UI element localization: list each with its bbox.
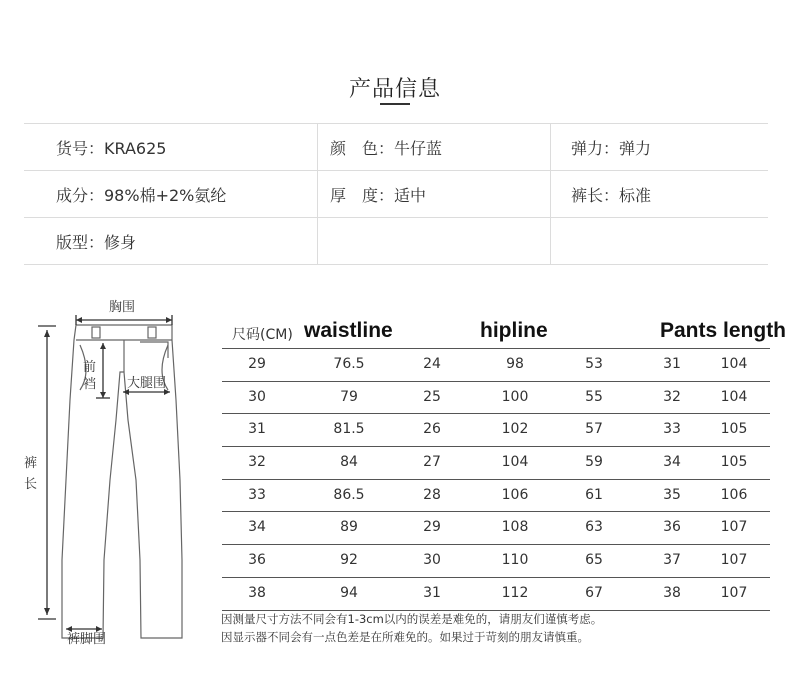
table-cell: 31 — [663, 356, 681, 372]
thickness: 厚 度：适中 — [317, 171, 550, 217]
front-rise-label-1: 前 — [83, 360, 97, 375]
table-cell: 104 — [501, 454, 529, 471]
table-cell: 25 — [423, 388, 441, 405]
table-cell: 61 — [585, 486, 603, 503]
product-info-table — [24, 123, 768, 265]
note-line: 因测量尺寸方法不同会有1-3cm以内的误差是难免的，请朋友们谨慎考虑。 — [221, 612, 603, 626]
table-cell: 27 — [423, 454, 441, 471]
table-cell: 38 — [663, 584, 681, 601]
table-cell: 29 — [423, 519, 441, 536]
size-chart-header — [222, 316, 787, 349]
table-cell: 36 — [248, 552, 266, 569]
table-cell: 67 — [585, 584, 603, 601]
table-row — [222, 545, 770, 578]
table-cell: 30 — [248, 388, 266, 405]
table-cell: 98 — [506, 356, 524, 372]
table-cell: 92 — [340, 552, 358, 569]
table-cell: 106 — [720, 486, 748, 503]
table-cell: 84 — [340, 454, 358, 471]
table-cell: 35 — [663, 486, 681, 503]
table-cell: 104 — [720, 356, 748, 372]
pants-length-type: 裤长：标准 — [550, 171, 768, 217]
table-row — [222, 349, 770, 382]
length-label-2: 长 — [24, 477, 38, 492]
table-cell: 30 — [423, 552, 441, 569]
empty-cell — [550, 218, 768, 264]
table-cell: 108 — [501, 519, 529, 536]
size-chart-body — [222, 349, 770, 611]
table-cell: 34 — [663, 454, 681, 471]
pants-length-header: Pants length — [660, 319, 787, 342]
table-cell: 106 — [501, 486, 529, 503]
table-cell: 94 — [340, 584, 358, 601]
table-cell: 86.5 — [333, 486, 365, 503]
table-cell: 53 — [585, 356, 603, 372]
table-cell: 63 — [585, 519, 603, 536]
item-number: 货号：KRA625 — [56, 138, 167, 158]
info-row — [24, 217, 768, 265]
notes — [221, 610, 602, 646]
table-row — [222, 480, 770, 513]
thigh-label: 大腿围 — [127, 376, 167, 391]
pants-measurement-diagram — [0, 290, 200, 660]
table-cell: 57 — [585, 421, 603, 438]
waist-header: waistline — [304, 319, 393, 342]
table-cell: 79 — [340, 388, 358, 405]
hip-header: hipline — [480, 319, 548, 342]
chest-label: 胸围 — [109, 300, 136, 315]
table-cell: 107 — [720, 519, 748, 536]
page-title: 产品信息 — [348, 77, 441, 102]
table-cell: 33 — [248, 486, 266, 503]
empty-cell — [317, 218, 550, 264]
table-cell: 112 — [501, 584, 529, 601]
table-cell: 76.5 — [333, 356, 365, 372]
table-cell: 38 — [248, 584, 266, 601]
table-cell: 107 — [720, 552, 748, 569]
table-cell: 59 — [585, 454, 603, 471]
pants-outline — [62, 325, 182, 638]
info-row — [24, 170, 768, 217]
table-cell: 26 — [423, 421, 441, 438]
size-chart-table — [222, 316, 787, 611]
table-cell: 29 — [248, 356, 266, 372]
front-rise-label-2: 裆 — [83, 377, 97, 392]
size-header: 尺码(CM) — [232, 327, 293, 343]
table-cell: 107 — [720, 584, 748, 601]
table-cell: 31 — [248, 421, 266, 438]
fit: 版型：修身 — [56, 232, 137, 252]
composition: 成分：98%棉+2%氨纶 — [56, 185, 227, 205]
table-cell: 81.5 — [333, 421, 365, 438]
table-cell: 102 — [501, 421, 529, 438]
arrowheads — [44, 317, 172, 632]
table-cell: 110 — [501, 552, 529, 569]
table-cell: 32 — [248, 454, 266, 471]
table-row — [222, 382, 770, 415]
length-label-1: 裤 — [24, 456, 38, 471]
table-cell: 105 — [720, 454, 748, 471]
table-cell: 24 — [423, 356, 441, 372]
info-row — [24, 123, 768, 170]
table-cell: 28 — [423, 486, 441, 503]
note-line: 因显示器不同会有一点色差是在所难免的。如果过于苛刻的朋友请慎重。 — [221, 630, 589, 644]
table-row — [222, 447, 770, 480]
measurement-lines — [38, 315, 172, 629]
table-cell: 36 — [663, 519, 681, 536]
table-cell: 34 — [248, 519, 266, 536]
table-row — [222, 578, 770, 611]
table-cell: 32 — [663, 388, 681, 405]
table-cell: 104 — [720, 388, 748, 405]
table-cell: 65 — [585, 552, 603, 569]
table-row — [222, 414, 770, 447]
table-row — [222, 512, 770, 545]
table-cell: 89 — [340, 519, 358, 536]
table-cell: 37 — [663, 552, 681, 569]
hem-label: 裤脚围 — [67, 632, 107, 647]
stretch: 弹力：弹力 — [550, 124, 768, 170]
table-cell: 33 — [663, 421, 681, 438]
table-cell: 55 — [585, 388, 603, 405]
table-cell: 100 — [501, 388, 529, 405]
color: 颜 色：牛仔蓝 — [317, 124, 550, 170]
title-underline — [380, 103, 410, 105]
table-cell: 105 — [720, 421, 748, 438]
table-cell: 31 — [423, 584, 441, 601]
